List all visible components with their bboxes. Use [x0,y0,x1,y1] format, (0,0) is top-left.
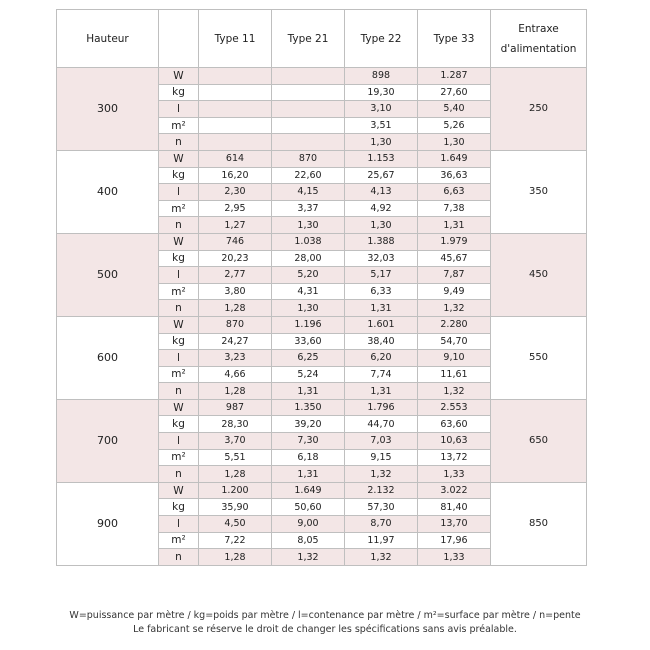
value-cell-t21: 1.196 [272,316,345,333]
unit-cell: n [159,549,199,566]
value-cell-t22: 25,67 [345,167,418,184]
value-cell-t11: 1,28 [199,466,272,483]
unit-cell: n [159,217,199,234]
value-cell-t21: 6,25 [272,350,345,367]
value-cell-t11: 2,77 [199,267,272,284]
value-cell-t11 [199,134,272,151]
value-cell-t11: 5,51 [199,449,272,466]
value-cell-t33: 7,38 [418,200,491,217]
hauteur-cell: 600 [57,316,159,399]
value-cell-t21: 3,37 [272,200,345,217]
value-cell-t11: 3,23 [199,350,272,367]
value-cell-t21: 33,60 [272,333,345,350]
value-cell-t11: 7,22 [199,532,272,549]
value-cell-t11: 2,95 [199,200,272,217]
value-cell-t22: 11,97 [345,532,418,549]
value-cell-t33: 9,49 [418,283,491,300]
unit-cell: l [159,516,199,533]
value-cell-t11: 987 [199,399,272,416]
value-cell-t11: 28,30 [199,416,272,433]
unit-cell: m² [159,200,199,217]
hauteur-group [57,68,587,151]
value-cell-t22: 57,30 [345,499,418,516]
value-cell-t11: 1.200 [199,482,272,499]
value-cell-t33: 1,32 [418,383,491,400]
value-cell-t22: 1.153 [345,150,418,167]
value-cell-t11: 746 [199,233,272,250]
value-cell-t33: 1,33 [418,549,491,566]
value-cell-t11: 1,27 [199,217,272,234]
entraxe-cell: 350 [491,150,587,233]
value-cell-t33: 81,40 [418,499,491,516]
value-cell-t21: 22,60 [272,167,345,184]
table-row [57,233,587,250]
header-entraxe-line2: d'alimentation [500,42,577,55]
hauteur-group [57,150,587,233]
unit-cell: m² [159,366,199,383]
value-cell-t33: 5,40 [418,101,491,118]
header-type-11: Type 11 [199,10,272,68]
value-cell-t22: 1,30 [345,217,418,234]
value-cell-t22: 4,13 [345,184,418,201]
value-cell-t21: 1.350 [272,399,345,416]
value-cell-t33: 10,63 [418,433,491,450]
value-cell-t33: 17,96 [418,532,491,549]
entraxe-cell: 550 [491,316,587,399]
unit-cell: m² [159,449,199,466]
table-header [57,10,587,68]
value-cell-t33: 1.649 [418,150,491,167]
value-cell-t22: 7,74 [345,366,418,383]
value-cell-t22: 1,32 [345,549,418,566]
value-cell-t21: 50,60 [272,499,345,516]
value-cell-t21 [272,134,345,151]
unit-cell: W [159,68,199,85]
unit-cell: n [159,300,199,317]
value-cell-t21: 4,31 [272,283,345,300]
value-cell-t21: 5,20 [272,267,345,284]
entraxe-cell: 850 [491,482,587,565]
value-cell-t11: 3,80 [199,283,272,300]
value-cell-t21: 9,00 [272,516,345,533]
value-cell-t33: 5,26 [418,117,491,134]
value-cell-t11: 35,90 [199,499,272,516]
hauteur-cell: 400 [57,150,159,233]
value-cell-t21: 6,18 [272,449,345,466]
unit-cell: W [159,316,199,333]
value-cell-t22: 6,33 [345,283,418,300]
value-cell-t22: 1,30 [345,134,418,151]
hauteur-cell: 700 [57,399,159,482]
value-cell-t11: 2,30 [199,184,272,201]
unit-cell: kg [159,416,199,433]
table-row [57,150,587,167]
value-cell-t33: 63,60 [418,416,491,433]
header-type-33: Type 33 [418,10,491,68]
value-cell-t33: 11,61 [418,366,491,383]
value-cell-t11: 870 [199,316,272,333]
value-cell-t33: 36,63 [418,167,491,184]
entraxe-cell: 450 [491,233,587,316]
hauteur-cell: 300 [57,68,159,151]
value-cell-t21: 870 [272,150,345,167]
hauteur-group [57,482,587,565]
value-cell-t22: 1,31 [345,383,418,400]
value-cell-t33: 6,63 [418,184,491,201]
table-row [57,482,587,499]
value-cell-t33: 54,70 [418,333,491,350]
value-cell-t33: 1,30 [418,134,491,151]
value-cell-t11: 1,28 [199,383,272,400]
value-cell-t11 [199,117,272,134]
value-cell-t21 [272,101,345,118]
value-cell-t21: 28,00 [272,250,345,267]
value-cell-t33: 1,32 [418,300,491,317]
hauteur-cell: 500 [57,233,159,316]
value-cell-t33: 1.287 [418,68,491,85]
value-cell-t22: 1,32 [345,466,418,483]
value-cell-t11: 4,50 [199,516,272,533]
value-cell-t33: 27,60 [418,84,491,101]
value-cell-t22: 1.388 [345,233,418,250]
value-cell-t11: 16,20 [199,167,272,184]
value-cell-t22: 9,15 [345,449,418,466]
unit-cell: kg [159,84,199,101]
value-cell-t33: 1.979 [418,233,491,250]
value-cell-t21: 1.649 [272,482,345,499]
hauteur-group [57,233,587,316]
unit-cell: l [159,184,199,201]
value-cell-t22: 44,70 [345,416,418,433]
specification-table [56,9,587,566]
value-cell-t22: 898 [345,68,418,85]
value-cell-t21: 1,30 [272,300,345,317]
unit-cell: l [159,350,199,367]
value-cell-t11 [199,101,272,118]
value-cell-t22: 38,40 [345,333,418,350]
value-cell-t22: 4,92 [345,200,418,217]
value-cell-t21 [272,68,345,85]
unit-cell: m² [159,283,199,300]
footer-disclaimer: Le fabricant se réserve le droit de changer les spécifications sans avis préalable. [133,624,517,635]
value-cell-t11: 24,27 [199,333,272,350]
value-cell-t33: 3.022 [418,482,491,499]
value-cell-t22: 5,17 [345,267,418,284]
value-cell-t21: 1,31 [272,466,345,483]
unit-cell: n [159,466,199,483]
value-cell-t22: 1.796 [345,399,418,416]
unit-cell: W [159,482,199,499]
value-cell-t33: 13,70 [418,516,491,533]
value-cell-t11: 1,28 [199,549,272,566]
value-cell-t33: 1,31 [418,217,491,234]
value-cell-t21: 8,05 [272,532,345,549]
value-cell-t22: 6,20 [345,350,418,367]
table-row [57,399,587,416]
value-cell-t11 [199,68,272,85]
value-cell-t21 [272,84,345,101]
unit-cell: W [159,233,199,250]
value-cell-t22: 3,10 [345,101,418,118]
entraxe-cell: 650 [491,399,587,482]
value-cell-t33: 45,67 [418,250,491,267]
unit-cell: l [159,433,199,450]
unit-cell: kg [159,333,199,350]
value-cell-t21: 1,31 [272,383,345,400]
value-cell-t11: 20,23 [199,250,272,267]
header-units [159,10,199,68]
unit-cell: kg [159,499,199,516]
unit-cell: m² [159,532,199,549]
value-cell-t22: 19,30 [345,84,418,101]
value-cell-t21: 4,15 [272,184,345,201]
value-cell-t11: 614 [199,150,272,167]
value-cell-t21: 7,30 [272,433,345,450]
header-entraxe-line1: Entraxe [518,22,559,35]
value-cell-t21: 5,24 [272,366,345,383]
value-cell-t22: 1.601 [345,316,418,333]
value-cell-t22: 32,03 [345,250,418,267]
table-row [57,316,587,333]
value-cell-t22: 7,03 [345,433,418,450]
footer-legend: W=puissance par mètre / kg=poids par mètre / l=contenance par mètre / m²=surface par mètre / n=pente [69,610,581,621]
value-cell-t21: 1,32 [272,549,345,566]
unit-cell: W [159,399,199,416]
hauteur-group [57,399,587,482]
value-cell-t33: 9,10 [418,350,491,367]
value-cell-t33: 7,87 [418,267,491,284]
value-cell-t11: 3,70 [199,433,272,450]
unit-cell: n [159,134,199,151]
unit-cell: m² [159,117,199,134]
hauteur-cell: 900 [57,482,159,565]
value-cell-t33: 13,72 [418,449,491,466]
value-cell-t11: 1,28 [199,300,272,317]
value-cell-t33: 2.280 [418,316,491,333]
value-cell-t11: 4,66 [199,366,272,383]
unit-cell: n [159,383,199,400]
value-cell-t33: 1,33 [418,466,491,483]
value-cell-t22: 1,31 [345,300,418,317]
value-cell-t33: 2.553 [418,399,491,416]
header-type-21: Type 21 [272,10,345,68]
value-cell-t21 [272,117,345,134]
unit-cell: kg [159,250,199,267]
unit-cell: l [159,267,199,284]
unit-cell: kg [159,167,199,184]
table-row [57,68,587,85]
header-hauteur: Hauteur [57,10,159,68]
value-cell-t22: 2.132 [345,482,418,499]
value-cell-t21: 39,20 [272,416,345,433]
hauteur-group [57,316,587,399]
header-entraxe [491,10,587,68]
value-cell-t11 [199,84,272,101]
unit-cell: W [159,150,199,167]
entraxe-cell: 250 [491,68,587,151]
value-cell-t22: 3,51 [345,117,418,134]
value-cell-t21: 1.038 [272,233,345,250]
value-cell-t22: 8,70 [345,516,418,533]
unit-cell: l [159,101,199,118]
value-cell-t21: 1,30 [272,217,345,234]
header-type-22: Type 22 [345,10,418,68]
